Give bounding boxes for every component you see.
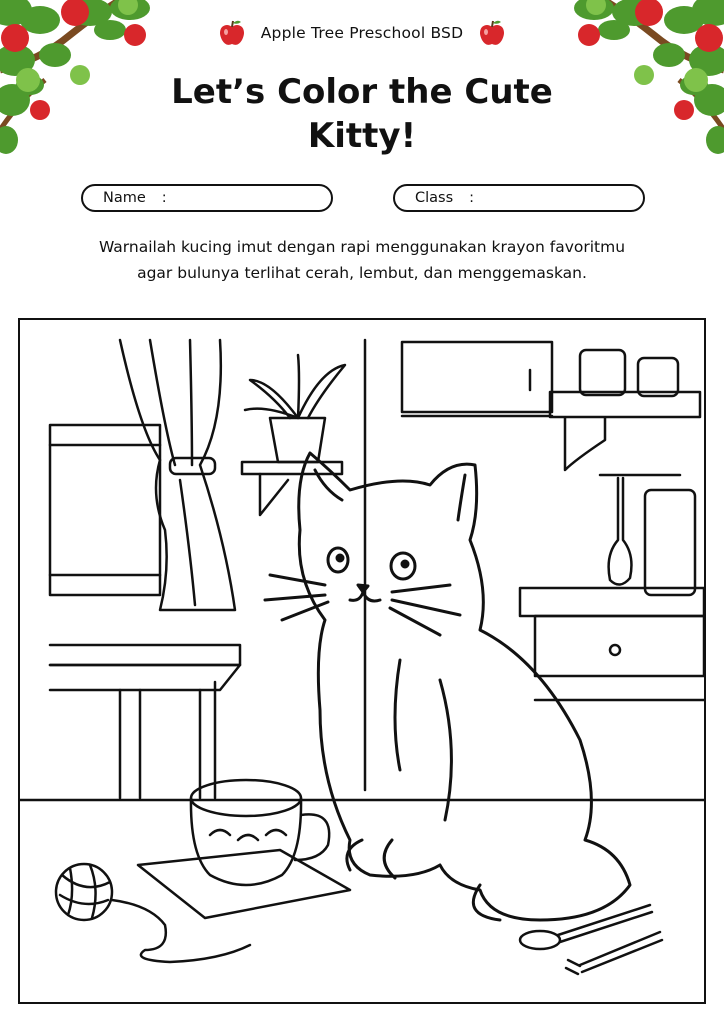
name-field[interactable] bbox=[81, 184, 333, 212]
apple-icon bbox=[477, 18, 507, 48]
table bbox=[50, 645, 240, 798]
yarn-ball bbox=[56, 864, 250, 962]
curtain bbox=[120, 340, 235, 610]
page-title bbox=[130, 70, 594, 158]
name-label: Name bbox=[103, 190, 146, 206]
instructions-line-1: Warnailah kucing imut dengan rapi menggunakan krayon favoritmu bbox=[98, 238, 626, 256]
name-separator: : bbox=[161, 190, 167, 206]
cat bbox=[265, 453, 630, 920]
instructions bbox=[60, 234, 664, 286]
kitchen-background bbox=[20, 340, 704, 800]
school-header bbox=[0, 18, 724, 48]
title-line-2: Kitty! bbox=[307, 116, 417, 156]
apple-icon bbox=[217, 18, 247, 48]
coloring-picture bbox=[18, 318, 706, 1004]
class-label: Class bbox=[415, 190, 454, 206]
school-name: Apple Tree Preschool BSD bbox=[260, 24, 464, 42]
cutlery bbox=[520, 905, 662, 974]
instructions-line-2: agar bulunya terlihat cerah, lembut, dan menggemaskan. bbox=[137, 264, 587, 282]
class-field[interactable] bbox=[393, 184, 645, 212]
class-separator: : bbox=[469, 190, 475, 206]
title-line-1: Let’s Color the Cute bbox=[171, 72, 553, 112]
